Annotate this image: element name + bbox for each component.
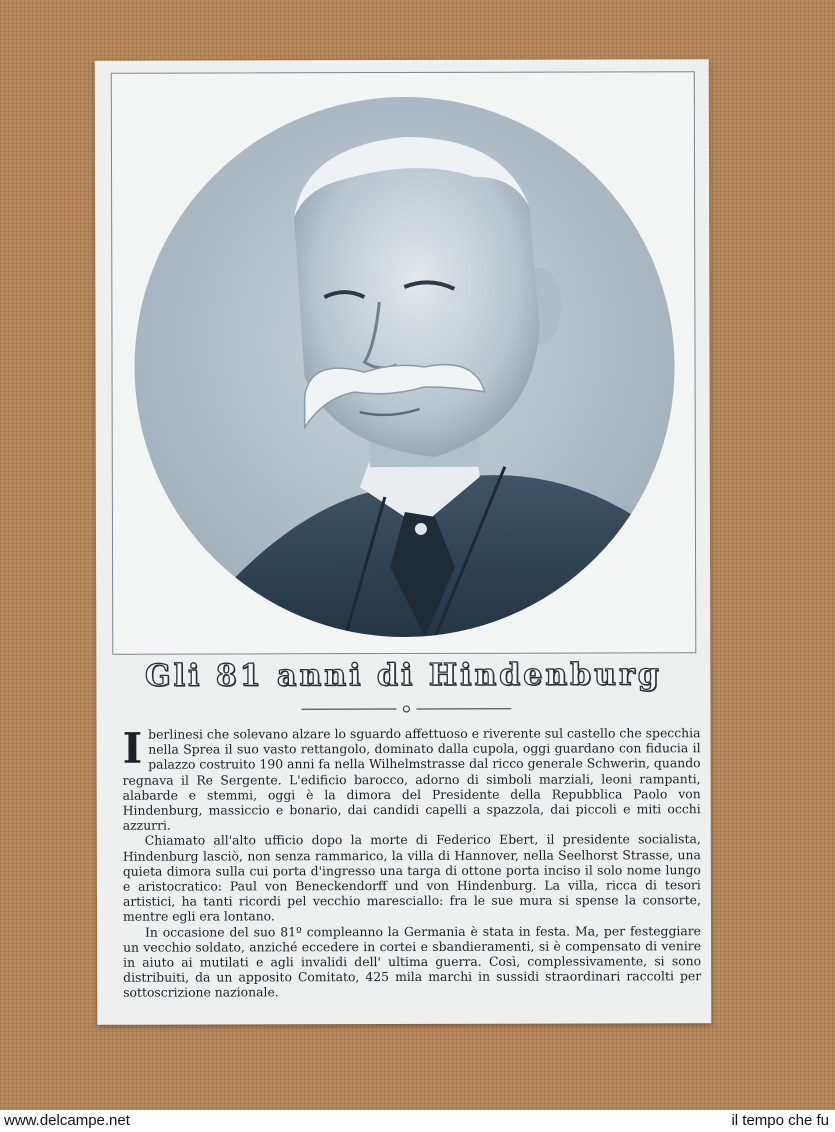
footer-site-url: www.delcampe.net	[4, 1112, 130, 1129]
portrait-illustration	[134, 96, 675, 637]
title-ornament	[301, 705, 511, 714]
article-paragraph: Chiamato all'alto ufficio dopo la morte di Federico Ebert, il presidente socialista, Hindenburg lasciò, non senza rammarico, la villa di Hannover, nella Seelhorst Strasse, una quieta dimora sulla cui porta d'ingresso una targa di ottone porta inciso il solo nome lungo e aristocratico: Paul von Beneckendorff und von Hindenburg. La villa, ricca di tesori artistici, ha tanti ricordi pel vecchio maresciallo: fra le sue mura si spense la consorte, mentre egli era lontano.	[122, 831, 701, 925]
paragraph-text: berlinesi che solevano alzare lo sguardo affettuoso e riverente sul castello che specchia nella Sprea il suo vasto rettangolo, dominato dalla cupola, oggi guardano con fiducia il palazzo costruito 190 anni fa nella Wilhelmstrasse dal ricco generale Schwerin, quando regnava il Re Sergente. L'edificio barocco, adorno di simboli marziali, leoni rampanti, alabarde e stemmi, oggi è la dimora del Presidente della Repubblica Paolo von Hindenburg, massiccio e bonario, dai candidi capelli a spazzola, dai piccoli e miti occhi azzurri.	[122, 725, 701, 833]
footer-seller-name: il tempo che fu	[731, 1112, 829, 1129]
article-paragraph	[122, 725, 700, 833]
article-title: Gli 81 anni di Hindenburg	[144, 657, 662, 694]
article-paragraph: In occasione del suo 81º compleanno la Germania è stata in festa. Ma, per festeggiare un vecchio soldato, anziché eccedere in cortei e sbandieramenti, si è compensato di venire in aiuto ai mutilati e agli invalidi dell' ultima guerra. Così, complessivamente, si sono distribuiti, da un apposito Comitato, 425 mila marchi in sussidi straordinari raccolti per sottoscrizione nazionale.	[123, 922, 702, 1001]
hindenburg-portrait	[134, 96, 675, 637]
newspaper-clipping	[95, 59, 712, 1025]
photo-frame	[111, 71, 697, 655]
article-body	[122, 725, 701, 1000]
drop-cap: I	[122, 723, 143, 773]
